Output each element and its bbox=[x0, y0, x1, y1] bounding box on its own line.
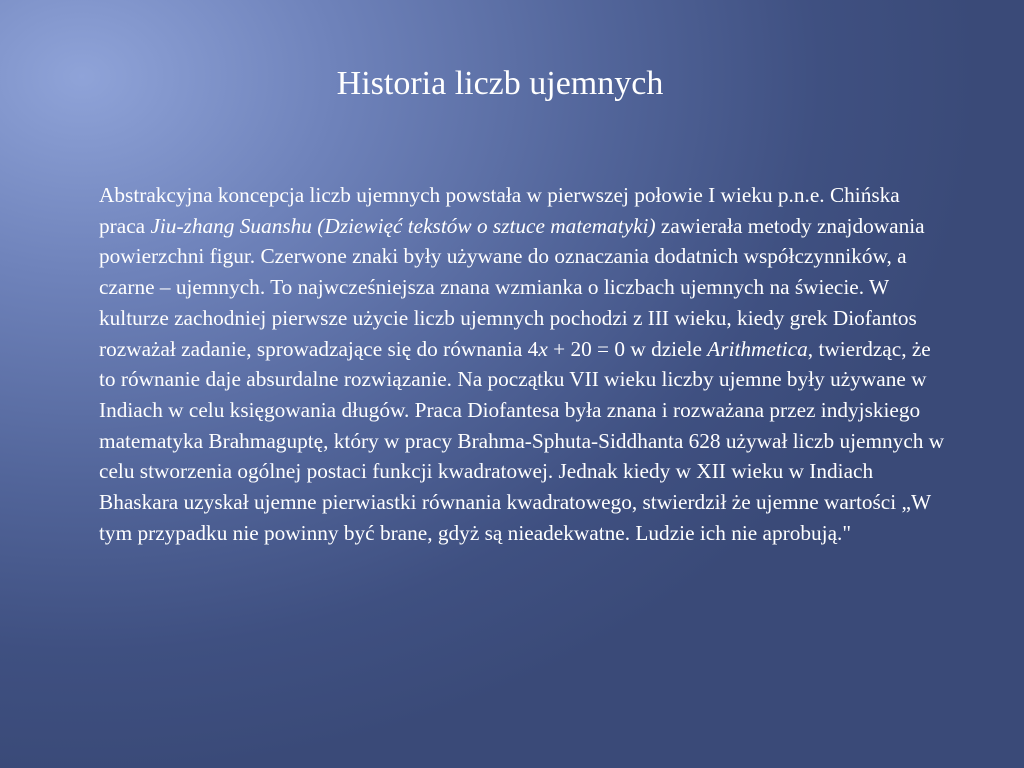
slide-body-paragraph bbox=[99, 180, 945, 548]
paragraph-text-1: Abstrakcyjna koncepcja liczb ujemnych powstała w pierwszej połowie I wieku p.n.e. Chińska praca bbox=[99, 183, 900, 238]
paragraph-italic-work: Arithmetica bbox=[707, 336, 808, 361]
slide-title: Historia liczb ujemnych bbox=[336, 65, 664, 102]
paragraph-text-2: zawierała metody znajdowania powierzchni figur. Czerwone znaki były używane do oznaczania dodatnich współczynników, a czarne – ujemnych. To najwcześniejsza znana wzmianka o liczbach ujemnych na świecie. W kulturze zachodniej pierwsze użycie liczb ujemnych pochodzi z III wieku, kiedy grek Diofantos rozważał zadanie, sprowadzające się do równania 4 bbox=[99, 213, 925, 361]
paragraph-text-4: , twierdząc, że to równanie daje absurdalne rozwiązanie. Na początku VII wieku liczby ujemne były używane w Indiach w celu księgowania długów. Praca Diofantesa była znana i rozważana przez indyjskiego matematyka Brahmaguptę, który w pracy Brahma-Sphuta-Siddhanta 628 używał liczb ujemnych w celu stworzenia ogólnej postaci funkcji kwadratowej. Jednak kiedy w XII wieku w Indiach Bhaskara uzyskał ujemne pierwiastki równania kwadratowego, stwierdził że ujemne wartości „W tym przypadku nie powinny być brane, gdyż są nieadekwatne. Ludzie ich nie aprobują." bbox=[99, 336, 945, 545]
paragraph-text-3: + 20 = 0 w dziele bbox=[547, 336, 708, 361]
paragraph-italic-variable: x bbox=[538, 336, 548, 361]
paragraph-italic-title: Jiu-zhang Suanshu (Dziewięć tekstów o sztuce matematyki) bbox=[150, 213, 656, 238]
